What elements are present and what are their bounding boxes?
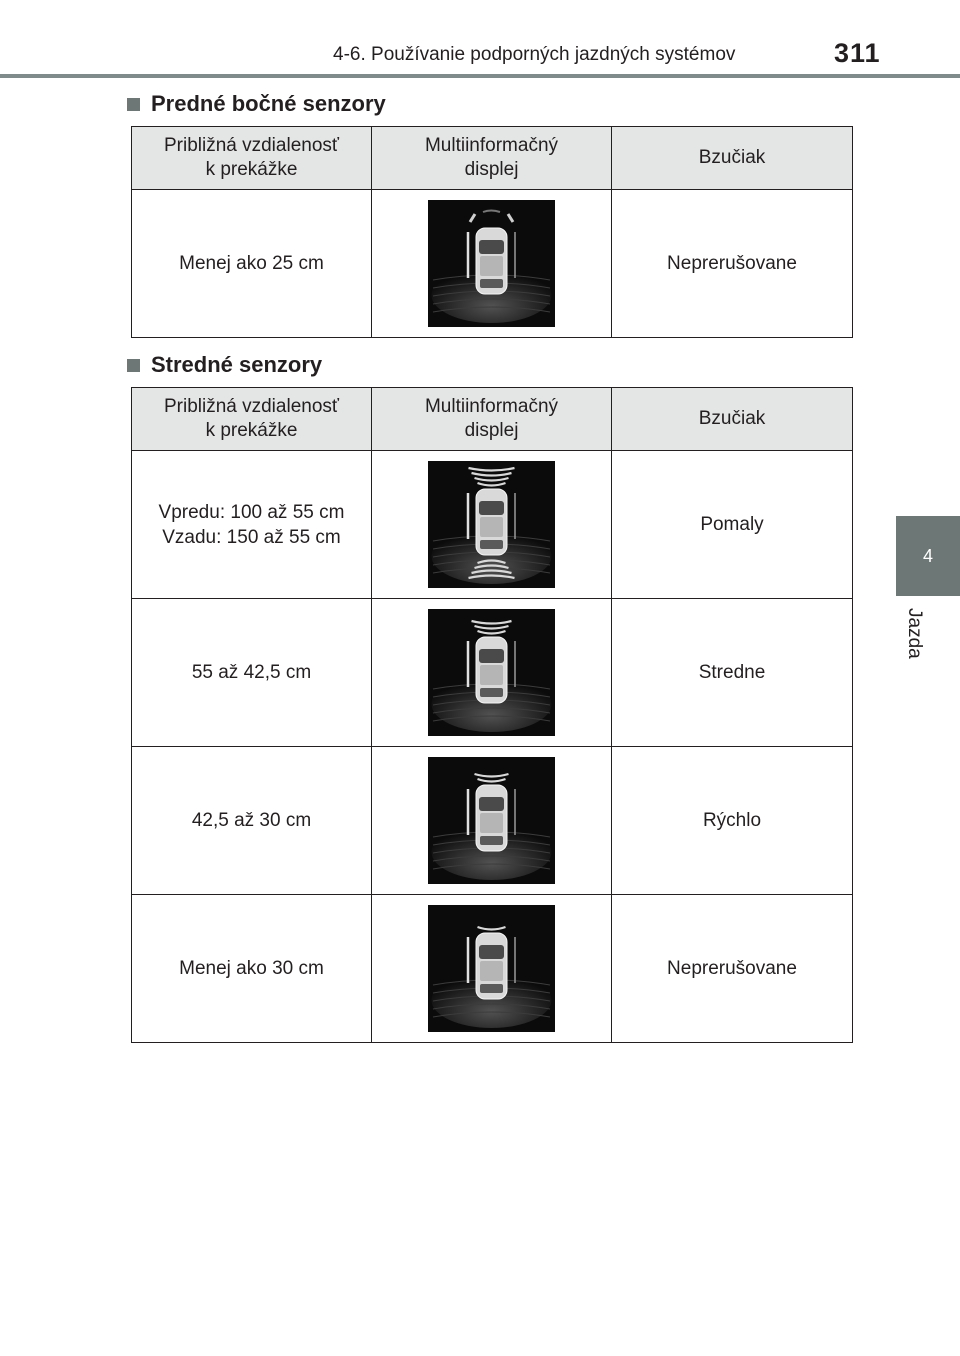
table-row — [132, 599, 853, 747]
display-graphic — [428, 757, 555, 884]
display-cell — [372, 599, 612, 747]
chapter-number: 4 — [922, 545, 933, 566]
table-row — [132, 747, 853, 895]
table-row — [132, 451, 853, 599]
column-header-distance: Približná vzdialenosť k prekážke — [132, 388, 372, 451]
parking-sensor-display-image — [428, 905, 555, 1032]
chapter-tab — [896, 516, 960, 596]
square-bullet-icon — [127, 359, 140, 372]
buzzer-cell: Stredne — [612, 599, 853, 747]
page-number: 311 — [834, 38, 881, 68]
table-row — [132, 190, 853, 338]
display-cell — [372, 895, 612, 1043]
section-heading-center — [127, 352, 322, 378]
column-header-buzzer: Bzučiak — [612, 388, 853, 451]
buzzer-cell: Neprerušovane — [612, 190, 853, 338]
display-graphic — [428, 905, 555, 1032]
section-heading-front-side — [127, 91, 386, 117]
parking-sensor-display-image — [428, 609, 555, 736]
header-rule — [0, 74, 960, 78]
display-cell — [372, 451, 612, 599]
distance-cell: 42,5 až 30 cm — [132, 747, 372, 895]
table-header-row — [132, 388, 853, 451]
display-cell — [372, 747, 612, 895]
header-title: 4-6. Používanie podporných jazdných systémov — [333, 44, 736, 65]
table-header-row — [132, 127, 853, 190]
center-sensor-table — [131, 387, 853, 1043]
parking-sensor-display-image — [428, 461, 555, 588]
section-heading-text: Predné bočné senzory — [151, 91, 386, 116]
buzzer-cell: Pomaly — [612, 451, 853, 599]
buzzer-cell: Rýchlo — [612, 747, 853, 895]
display-graphic — [428, 461, 555, 588]
display-graphic — [428, 609, 555, 736]
parking-sensor-display-image — [428, 200, 555, 327]
column-header-display: Multiinformačný displej — [372, 127, 612, 190]
column-header-buzzer: Bzučiak — [612, 127, 853, 190]
buzzer-cell: Neprerušovane — [612, 895, 853, 1043]
square-bullet-icon — [127, 98, 140, 111]
table-row — [132, 895, 853, 1043]
distance-cell: Menej ako 25 cm — [132, 190, 372, 338]
distance-cell: 55 až 42,5 cm — [132, 599, 372, 747]
front-side-sensor-table — [131, 126, 853, 338]
section-heading-text: Stredné senzory — [151, 352, 323, 377]
chapter-label: Jazda — [904, 608, 925, 659]
distance-cell: Vpredu: 100 až 55 cm Vzadu: 150 až 55 cm — [132, 451, 372, 599]
distance-cell: Menej ako 30 cm — [132, 895, 372, 1043]
parking-sensor-display-image — [428, 757, 555, 884]
display-cell — [372, 190, 612, 338]
column-header-distance: Približná vzdialenosť k prekážke — [132, 127, 372, 190]
display-graphic — [428, 200, 555, 327]
column-header-display: Multiinformačný displej — [372, 388, 612, 451]
